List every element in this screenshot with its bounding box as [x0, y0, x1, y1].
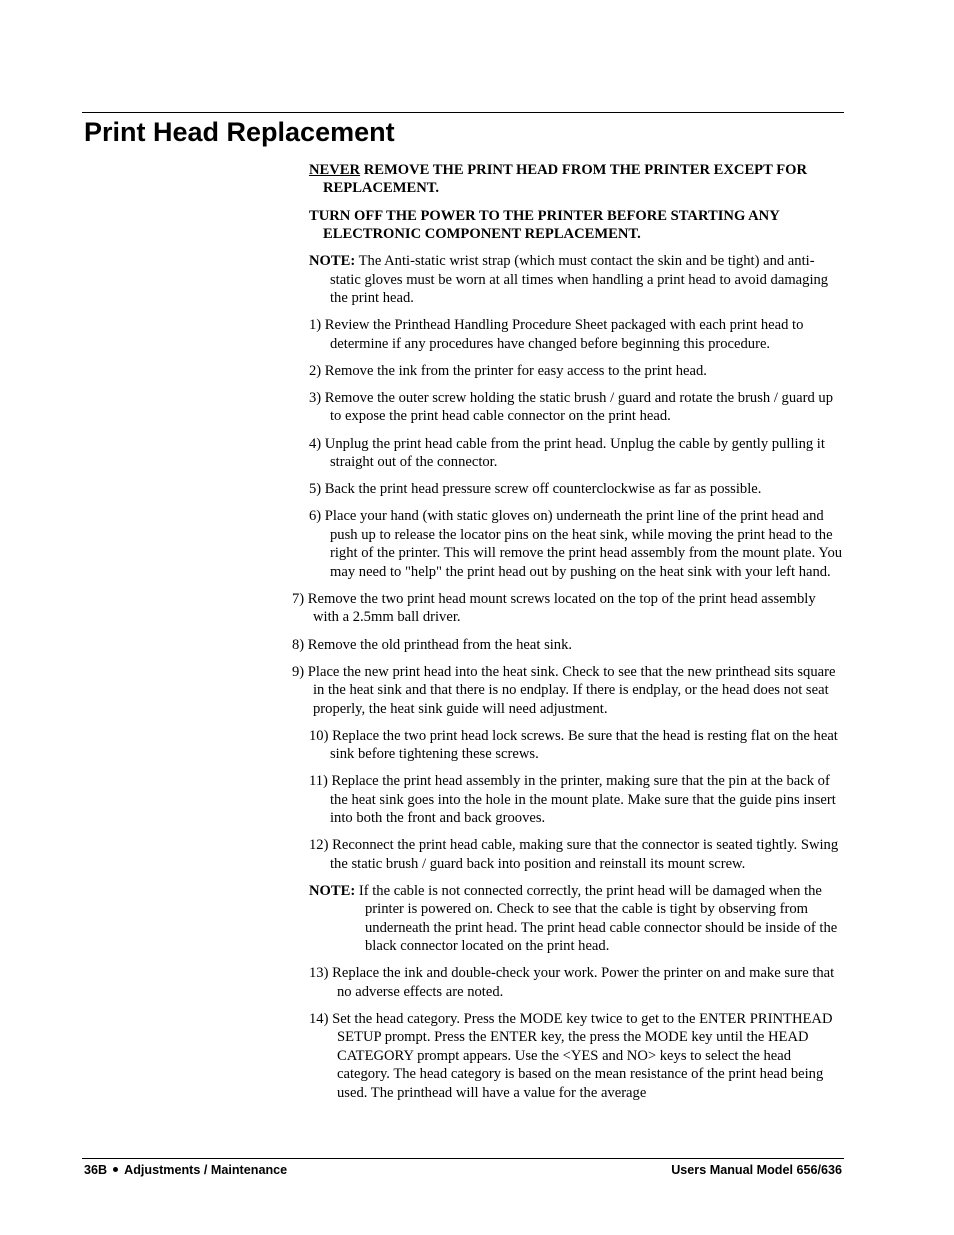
note-antistatic — [309, 252, 844, 307]
note-label: NOTE: — [309, 882, 356, 899]
step-9: 9) Place the new print head into the heat sink. Check to see that the new printhead sits square in the heat sink and that there is no endplay. If there is endplay, or the head does not seat properly, the heat sink guide will need adjustment. — [292, 663, 836, 717]
step-12: 12) Reconnect the print head cable, making sure that the connector is seated tightly. Swing the static brush / guard back into position and reinstall its mount screw. — [309, 837, 839, 872]
step-5: 5) Back the print head pressure screw off counterclockwise as far as possible. — [309, 481, 762, 498]
note-label: NOTE: — [309, 253, 356, 270]
page-number: 36B — [84, 1163, 108, 1177]
footer-manual-title: Users Manual Model 656/636 — [671, 1163, 842, 1177]
step-8: 8) Remove the old printhead from the heat sink. — [292, 636, 573, 653]
bullet-icon — [113, 1167, 118, 1172]
note-cable — [309, 882, 844, 956]
step-4: 4) Unplug the print head cable from the print head. Unplug the cable by gently pulling it straight out of the connector. — [309, 435, 825, 471]
note-text: If the cable is not connected correctly, the print head will be damaged when the printer is powered on. Check to see that the cable is tight by observing from underneath the print head. The print head cable connector should be inside of the black connector located on the print head. — [355, 882, 838, 955]
warning-text: REMOVE THE PRINT HEAD FROM THE PRINTER EXCEPT FOR REPLACEMENT. — [323, 162, 808, 197]
warning-text: TURN OFF THE POWER TO THE PRINTER BEFORE STARTING ANY ELECTRONIC COMPONENT REPLACEMENT. — [309, 207, 780, 243]
warning-power-off — [309, 207, 844, 244]
step-3: 3) Remove the outer screw holding the static brush / guard and rotate the brush / guard up to expose the print head cable connector on the print head. — [309, 390, 834, 425]
step-1: 1) Review the Printhead Handling Procedure Sheet packaged with each print head to determine if any procedures have changed before beginning this procedure. — [309, 317, 804, 352]
warning-emphasis: NEVER — [309, 162, 361, 178]
step-7: 7) Remove the two print head mount screws located on the top of the print head assembly with a 2.5mm ball driver. — [292, 590, 816, 626]
step-6: 6) Place your hand (with static gloves on) underneath the print line of the print head and push up to release the locator pins on the heat sink, while moving the print head to the right of the printer. This will remove the print head assembly from the mount plate. You may need to "help" the print head out by pushing on the heat sink with your left hand. — [309, 508, 843, 580]
page-title: Print Head Replacement — [84, 117, 395, 147]
footer-section: Adjustments / Maintenance — [124, 1163, 288, 1177]
procedure-body — [292, 161, 844, 1111]
note-text: The Anti-static wrist strap (which must contact the skin and be tight) and anti-static gloves must be worn at all times when handling a print head to avoid damaging the print head. — [330, 253, 829, 307]
footer-rule — [82, 1158, 844, 1159]
step-2: 2) Remove the ink from the printer for easy access to the print head. — [309, 362, 707, 379]
step-10: 10) Replace the two print head lock screws. Be sure that the head is resting flat on the heat sink before tightening these screws. — [309, 727, 838, 763]
step-13: 13) Replace the ink and double-check your work. Power the printer on and make sure that no adverse effects are noted. — [309, 965, 835, 1000]
step-14: 14) Set the head category. Press the MODE key twice to get to the ENTER PRINTHEAD SETUP prompt. Press the ENTER key, the press the MODE key until the HEAD CATEGORY prompt appears. Use the <YES and NO> keys to select the head category. The head category is based on the mean resistance of the print head being used. The printhead will have a value for the average — [309, 1010, 833, 1101]
footer-left — [84, 1162, 287, 1178]
warning-never-remove — [309, 161, 844, 198]
step-11: 11) Replace the print head assembly in the printer, making sure that the pin at the back of the heat sink goes into the hole in the mount plate. Make sure that the guide pins insert into both the front and back grooves. — [309, 773, 836, 827]
